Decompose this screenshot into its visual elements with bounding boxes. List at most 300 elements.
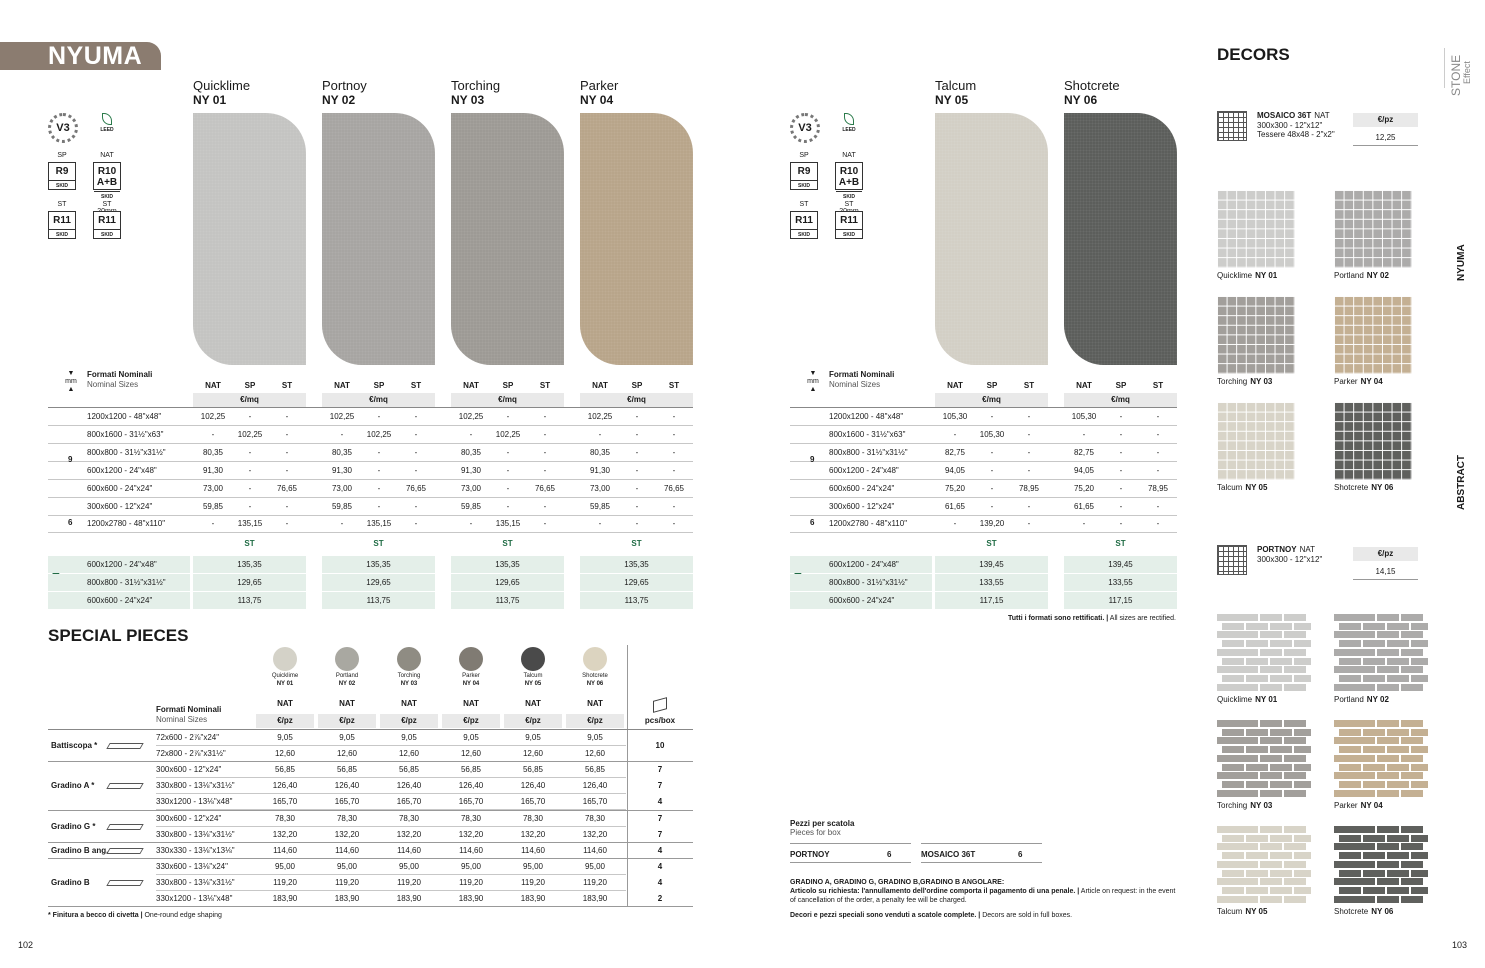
special-price: 114,60 (521, 845, 545, 855)
box-item-name: PORTNOY (790, 850, 830, 859)
pcs-cell: 4 (657, 845, 663, 855)
formats-sub: Nominal Sizes (829, 380, 881, 389)
brick (1377, 896, 1399, 903)
special-price: 183,90 (458, 894, 484, 903)
brick (1294, 729, 1311, 736)
price-cell: 59,85 (460, 502, 482, 511)
brick (1284, 649, 1306, 656)
brick (1387, 675, 1409, 682)
mosaic-thumbnail (1334, 190, 1412, 268)
special-price: 114,60 (583, 845, 607, 855)
brick-name: Parker (1334, 801, 1358, 810)
row-divider (790, 461, 1177, 462)
brick (1236, 631, 1258, 638)
price-cell: 91,30 (589, 466, 611, 475)
skid-label: SKID (836, 191, 862, 203)
brick (1353, 755, 1375, 762)
brick (1260, 737, 1282, 744)
brick (1260, 772, 1282, 779)
brick (1260, 861, 1282, 868)
brick (1363, 675, 1385, 682)
special-price: 165,70 (520, 797, 546, 807)
brick (1353, 737, 1375, 744)
mm-icon: ▼ mm ▲ (807, 370, 819, 393)
brick (1246, 675, 1268, 682)
brick (1353, 861, 1375, 868)
special-size: 330x600 - 13⅛"x24" (156, 861, 228, 871)
brick (1284, 826, 1306, 833)
special-price: 12,60 (584, 749, 606, 759)
price-cell: - (543, 502, 547, 511)
row-divider (790, 479, 1177, 480)
col-head-st: ST (281, 381, 293, 390)
notes-bold: Articolo su richiesta: l'annullamento dell'ordine comporta il pagamento di una penale. | (790, 888, 1080, 895)
brick (1387, 658, 1409, 665)
nat-head: NAT (525, 699, 541, 708)
brick (1377, 790, 1399, 797)
skid-label: SKID (791, 229, 817, 241)
special-price: 78,30 (274, 813, 296, 823)
special-price: 132,20 (458, 829, 484, 839)
special-price: 56,85 (274, 765, 296, 775)
special-price: 56,85 (584, 765, 606, 775)
st20-price-cell: 129,65 (322, 574, 435, 591)
st20-size-cell: 800x800 - 31½"x31½" (48, 574, 190, 591)
brick (1401, 666, 1423, 673)
brick (1353, 720, 1375, 727)
color-name: Shotcrete (1064, 78, 1120, 93)
special-size: 300x600 - 12"x24" (156, 765, 222, 775)
swatch-name: Portland (335, 673, 359, 679)
st20-price-cell: 129,65 (451, 574, 564, 591)
v3-badge: V3 (48, 113, 78, 143)
special-price: 126,40 (582, 781, 608, 791)
slip-rating: R11 (840, 215, 858, 226)
brick (1411, 764, 1428, 771)
st20-price-cell: 133,55 (1064, 574, 1177, 591)
price-cell: - (1119, 466, 1123, 475)
brick-thumbnail (1217, 826, 1311, 904)
color-code: NY 05 (935, 93, 969, 107)
brick-code: NY 01 (1255, 695, 1278, 704)
decor-price: 14,15 (1353, 567, 1418, 580)
price-cell: 94,05 (944, 466, 966, 475)
price-cell: - (377, 502, 381, 511)
box-line (921, 843, 1042, 844)
price-cell: - (672, 430, 676, 439)
brick (1222, 870, 1244, 877)
slip-rating-badge (790, 162, 818, 190)
special-price: 183,90 (582, 894, 608, 903)
special-price: 114,60 (397, 845, 421, 855)
col-head-sp: SP (244, 381, 256, 390)
nat-head: NAT (463, 699, 479, 708)
brick (1387, 835, 1409, 842)
brick (1353, 614, 1375, 621)
brick (1363, 870, 1385, 877)
price-cell: 73,00 (331, 484, 353, 493)
brick (1260, 896, 1282, 903)
brick (1260, 878, 1282, 885)
brick-caption (1217, 907, 1267, 916)
brick (1284, 614, 1306, 621)
brick (1339, 746, 1361, 753)
decor-name (1257, 545, 1315, 554)
collection-title-band (0, 42, 161, 70)
brick (1377, 737, 1399, 744)
col-head-sp: SP (373, 381, 385, 390)
price-cell: - (469, 519, 473, 528)
swatch-dot (583, 647, 607, 671)
price-cell: - (1027, 502, 1031, 511)
brick (1339, 852, 1361, 859)
price-cell: - (1156, 466, 1160, 475)
row-divider (156, 745, 626, 746)
mm-label: mm (807, 378, 819, 385)
price-cell: 80,35 (331, 448, 353, 457)
price-cell: 102,25 (458, 412, 484, 421)
thumb-caption (1334, 377, 1383, 386)
brick (1401, 790, 1423, 797)
col-head-nat: NAT (463, 381, 479, 390)
brick (1270, 870, 1292, 877)
price-cell: - (506, 412, 510, 421)
brick (1401, 737, 1423, 744)
price-cell: - (635, 466, 639, 475)
thumb-code: NY 03 (1250, 377, 1273, 386)
slip-rating: R10 (839, 166, 859, 177)
special-size: 330x800 - 13⅛"x31½" (156, 877, 235, 887)
swatch-dot (397, 647, 421, 671)
brick (1260, 790, 1282, 797)
tile-swatch (935, 113, 1048, 365)
skid-label: SKID (791, 180, 817, 192)
brick (1377, 649, 1399, 656)
pcs-cell: 4 (657, 877, 663, 887)
brick (1401, 649, 1423, 656)
special-price: 165,70 (396, 797, 422, 807)
brick (1294, 781, 1311, 788)
st20-head: ST (986, 539, 997, 548)
brick (1353, 896, 1375, 903)
price-cell: - (953, 430, 957, 439)
special-price: 126,40 (396, 781, 422, 791)
special-price: 119,20 (459, 877, 483, 887)
brick (1294, 675, 1311, 682)
mosaic-thumbnail (1334, 402, 1412, 480)
brick (1339, 675, 1361, 682)
brick (1284, 878, 1306, 885)
price-cell: - (1119, 502, 1123, 511)
price-cell: 76,65 (405, 484, 427, 493)
brick (1363, 658, 1385, 665)
brick (1339, 658, 1361, 665)
brick (1270, 852, 1292, 859)
tile-swatch (580, 113, 693, 365)
special-price: 183,90 (272, 894, 298, 903)
brick (1222, 835, 1244, 842)
brick (1222, 781, 1244, 788)
brick (1222, 658, 1244, 665)
rectified-text: All sizes are rectified. (1108, 615, 1176, 622)
side-abstract: ABSTRACT (1456, 455, 1467, 510)
brick (1411, 675, 1428, 682)
price-cell: 102,25 (237, 430, 263, 439)
price-cell: - (1027, 519, 1031, 528)
pcs-cell: 4 (657, 861, 663, 871)
swatch-code: NY 06 (586, 681, 604, 687)
special-price: 9,05 (463, 733, 479, 742)
price-cell: - (248, 466, 252, 475)
brick (1270, 781, 1292, 788)
brick (1246, 852, 1268, 859)
special-price: 95,00 (460, 861, 482, 871)
thickness-6: 6 (810, 518, 815, 527)
swatch-code: NY 05 (524, 681, 542, 687)
group-label: Gradino A * (51, 781, 95, 791)
price-cell: - (990, 502, 994, 511)
table-top-line (48, 407, 693, 408)
brick (1411, 835, 1428, 842)
brick-pattern-icon (1217, 545, 1247, 575)
special-price: 12,60 (460, 749, 482, 759)
brick (1246, 887, 1268, 894)
special-price: 165,70 (458, 797, 484, 807)
price-cell: - (248, 484, 252, 493)
special-price: 165,70 (272, 797, 298, 807)
price-cell: 91,30 (331, 466, 353, 475)
col-head-nat: NAT (592, 381, 608, 390)
footnote (48, 912, 222, 919)
special-price: 78,30 (460, 813, 482, 823)
price-cell: 80,35 (460, 448, 482, 457)
thumb-name: Shotcrete (1334, 483, 1369, 492)
brick (1377, 755, 1399, 762)
col-head-sp: SP (986, 381, 998, 390)
brick (1294, 852, 1311, 859)
special-price: 183,90 (396, 894, 422, 903)
row-divider (790, 532, 1177, 533)
decor-size: 300x300 - 12"x12" (1257, 121, 1323, 130)
special-price: 165,70 (582, 797, 608, 807)
badge-label: SP (799, 152, 809, 159)
badge-label: ST (844, 201, 854, 208)
pcs-cell: 7 (657, 829, 663, 839)
col-head-st: ST (410, 381, 422, 390)
vertical-divider (627, 645, 628, 907)
size-cell: 800x800 - 31½"x31½" (829, 448, 908, 457)
price-cell: - (635, 412, 639, 421)
group-divider (48, 810, 693, 811)
unit-head: €/pz (566, 714, 624, 728)
slip-rating-badge (790, 211, 818, 239)
price-cell: - (543, 466, 547, 475)
box-icon (653, 697, 667, 713)
notes2-text: Decors are sold in full boxes. (980, 912, 1073, 919)
brick (1222, 764, 1244, 771)
price-cell: 135,15 (495, 519, 521, 528)
group-label: Gradino B ang. (51, 845, 109, 855)
special-price: 119,20 (273, 877, 297, 887)
row-divider (156, 826, 626, 827)
brick-thumbnail (1217, 614, 1311, 692)
brick-caption (1334, 801, 1383, 810)
brick (1284, 737, 1306, 744)
row-divider (48, 443, 693, 444)
special-price: 165,70 (334, 797, 360, 807)
price-cell: - (598, 430, 602, 439)
color-name: Portnoy (322, 78, 367, 93)
price-cell: - (1082, 430, 1086, 439)
st20-price-cell: 117,15 (1064, 592, 1177, 609)
price-cell: 82,75 (1073, 448, 1095, 457)
collection-title: NYUMA (48, 42, 143, 70)
formats-sub: Nominal Sizes (156, 715, 208, 724)
price-cell: - (635, 430, 639, 439)
brick (1401, 861, 1423, 868)
brick (1236, 843, 1258, 850)
page-number-left: 102 (18, 940, 34, 950)
brick (1353, 826, 1375, 833)
box-line (921, 862, 1042, 863)
brick (1353, 843, 1375, 850)
badge-label: ST (102, 201, 112, 208)
group-divider (48, 858, 693, 859)
tile-swatch (193, 113, 306, 365)
price-cell: - (598, 519, 602, 528)
brick-name: Quicklime (1217, 695, 1253, 704)
brick (1387, 746, 1409, 753)
color-code: NY 02 (322, 93, 356, 107)
thumb-code: NY 04 (1360, 377, 1383, 386)
piece-shape-icon (106, 743, 143, 749)
special-price: 78,30 (584, 813, 606, 823)
brick (1411, 623, 1428, 630)
slip-rating-badge (835, 211, 863, 239)
swatch-dot (335, 647, 359, 671)
swatch-dot (273, 647, 297, 671)
brick (1387, 729, 1409, 736)
price-cell: 105,30 (979, 430, 1005, 439)
price-cell: - (543, 412, 547, 421)
slip-rating: R9 (55, 166, 69, 177)
st20-head: ST (373, 539, 384, 548)
price-cell: 139,20 (979, 519, 1005, 528)
swatch-code: NY 02 (338, 681, 356, 687)
page-number-right: 103 (1452, 940, 1468, 950)
price-cell: - (1156, 519, 1160, 528)
size-cell: 1200x1200 - 48"x48" (87, 412, 162, 421)
skid-label: SKID (94, 191, 120, 203)
mosaic-grid-icon (1217, 111, 1247, 141)
brick-code: NY 04 (1360, 801, 1383, 810)
brick (1222, 640, 1244, 647)
brick (1377, 861, 1399, 868)
special-price: 119,20 (397, 877, 421, 887)
top-line (48, 729, 693, 730)
swatch-name: Torching (397, 673, 421, 679)
brick (1260, 684, 1282, 691)
formats-label: Formati Nominali (87, 370, 153, 379)
brick-code: NY 03 (1250, 801, 1273, 810)
brick (1411, 658, 1428, 665)
slip-rating: R11 (795, 215, 813, 226)
brick (1270, 764, 1292, 771)
footnote-bold: * Finitura a becco di civetta | (48, 912, 143, 919)
brick (1246, 658, 1268, 665)
price-cell: - (543, 519, 547, 528)
brick (1401, 720, 1423, 727)
brick (1236, 737, 1258, 744)
col-head-st: ST (1023, 381, 1035, 390)
brick (1294, 640, 1311, 647)
color-code: NY 06 (1064, 93, 1098, 107)
price-cell: - (672, 519, 676, 528)
group-label: Gradino B (51, 877, 90, 887)
st20-head: ST (502, 539, 513, 548)
price-cell: - (340, 519, 344, 528)
st20-price-cell: 113,75 (451, 592, 564, 609)
st20-size-cell: 600x1200 - 24"x48" (790, 556, 932, 573)
brick (1363, 640, 1385, 647)
special-price: 114,60 (335, 845, 359, 855)
brick (1236, 826, 1258, 833)
brick (1270, 729, 1292, 736)
group-label: Gradino G * (51, 821, 96, 831)
brick (1236, 878, 1258, 885)
special-size: 330x1200 - 13⅛"x48" (156, 797, 233, 807)
special-price: 78,30 (336, 813, 358, 823)
size-cell: 600x600 - 24"x24" (87, 484, 153, 493)
decor-name-bold: PORTNOY (1257, 545, 1297, 554)
special-price: 9,05 (401, 733, 417, 742)
brick (1377, 614, 1399, 621)
brick (1401, 843, 1423, 850)
color-name: Quicklime (193, 78, 251, 93)
price-cell: 76,65 (663, 484, 685, 493)
price-cell: - (285, 448, 289, 457)
special-price: 78,30 (398, 813, 420, 823)
col-head-sp: SP (1115, 381, 1127, 390)
unit-head: €/pz (442, 714, 500, 728)
box-title: Pezzi per scatola (790, 819, 855, 828)
brick (1353, 684, 1375, 691)
brick (1222, 675, 1244, 682)
brick-caption (1217, 695, 1277, 704)
brick (1246, 729, 1268, 736)
price-cell: - (340, 430, 344, 439)
brick (1411, 852, 1428, 859)
brick (1284, 631, 1306, 638)
price-cell: - (635, 519, 639, 528)
slip-class: A+B (838, 177, 860, 188)
brick (1236, 666, 1258, 673)
formats-label: Formati Nominali (829, 370, 895, 379)
rectified-note (1008, 615, 1176, 622)
price-cell: - (635, 484, 639, 493)
price-cell: 76,65 (276, 484, 298, 493)
brick (1246, 764, 1268, 771)
thumb-name: Torching (1217, 377, 1248, 386)
notes-body (790, 887, 1180, 905)
v3-badge: V3 (790, 113, 820, 143)
brick (1270, 675, 1292, 682)
st20-price-cell: 135,35 (451, 556, 564, 573)
mm-label: mm (65, 378, 77, 385)
price-cell: - (543, 430, 547, 439)
decor-unit: €/pz (1353, 113, 1418, 127)
rectified-bold: Tutti i formati sono rettificati. | (1008, 615, 1109, 622)
